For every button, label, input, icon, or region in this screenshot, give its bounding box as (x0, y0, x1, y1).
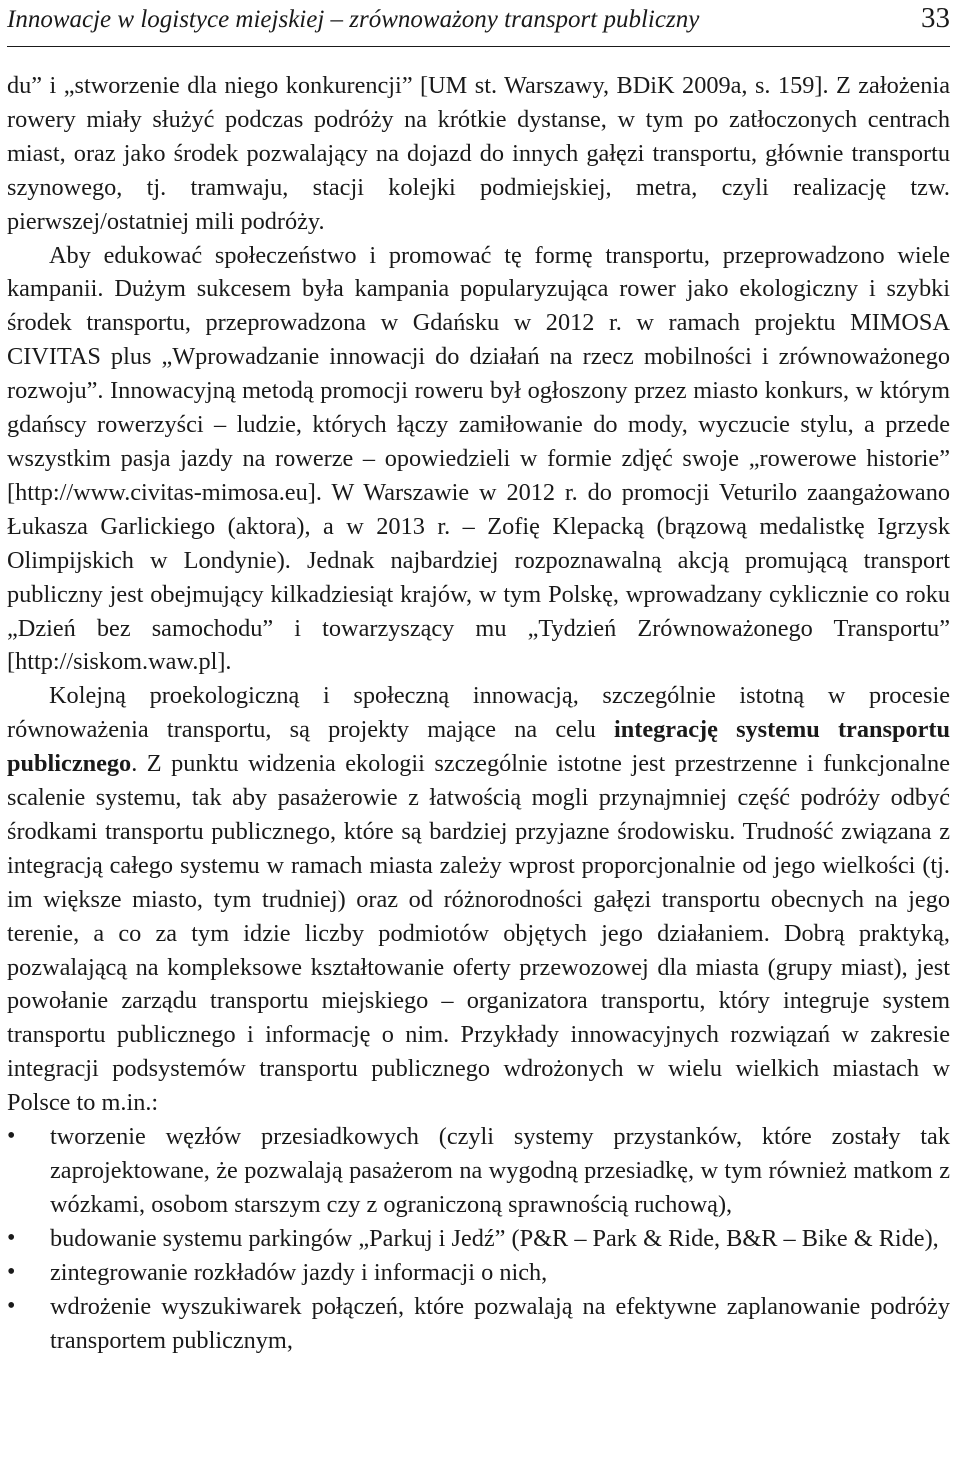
running-header (7, 0, 950, 47)
paragraph-integration-text-a: Kolejną proekologiczną i społeczną innowacją, szczególnie istotną w procesie równoważenia transportu, są projekty mające na celu (7, 682, 950, 744)
body-text (7, 69, 950, 1357)
emphasis-integration: integrację systemu transportu publicznego (7, 716, 950, 778)
paragraph-integration (7, 679, 950, 1120)
bullet-item-transfer-hubs: • tworzenie węzłów przesiadkowych (czyli systemy przystanków, które zostały tak zaprojektowane, że pozwalają pasażerom na wygodną przesiadkę, w tym również matkom z wózkami, osobom starszym czy z ograniczoną sprawnością ruchową), (7, 1120, 950, 1222)
page-number: 33 (921, 2, 950, 34)
paragraph-integration-text-b: . Z punktu widzenia ekologii szczególnie istotne jest przestrzenne i funkcjonalne scalenie systemu, tak aby pasażerowie z łatwością mogli przynajmniej część podróży odbyć środkami transportu publicznego, które są bardziej przyjazne środowisku. Trudność związana z integracją całego systemu w ramach miasta zależy wprost proporcjonalnie od jego wielkości (tj. im większe miasto, tym trudniej) oraz od różnorodności gałęzi transportu obecnych na jego terenie, a co za tym idzie liczby podmiotów objętych jego działaniem. Dobrą praktyką, pozwalającą na kompleksowe kształtowanie oferty przewozowej dla miasta (grupy miast), jest powołanie zarządu transportu miejskiego – organizatora transportu, który integruje system transportu publicznego i informację o nim. Przykłady innowacyjnych rozwiązań w zakresie integracji podsystemów transportu publicznego wdrożonych w wielu wielkich miastach w Polsce to m.in.: (7, 750, 950, 1117)
bullet-item-route-planners: • wdrożenie wyszukiwarek połączeń, które pozwalają na efektywne zaplanowanie podróży transportem publicznym, (7, 1290, 950, 1358)
running-title: Innowacje w logistyce miejskiej – zrównoważony transport publiczny (7, 6, 700, 33)
bullet-item-park-and-ride: • budowanie systemu parkingów „Parkuj i Jedź” (P&R – Park & Ride, B&R – Bike & Ride), (7, 1222, 950, 1256)
bullet-list (7, 1120, 950, 1357)
bullet-item-timetables: • zintegrowanie rozkładów jazdy i informacji o nich, (7, 1256, 950, 1290)
paragraph-campaigns: Aby edukować społeczeństwo i promować tę formę transportu, przeprowadzono wiele kampanii. Dużym sukcesem była kampania popularyzująca rower jako ekologiczny i szybki środek transportu, przeprowadzona w Gdańsku w 2012 r. w ramach projektu MIMOSA CIVITAS plus „Wprowadzanie innowacji do działań na rzecz mobilności i zrównoważonego rozwoju”. Innowacyjną metodą promocji roweru był ogłoszony przez miasto konkurs, w którym gdańscy rowerzyści – ludzie, których łączy zamiłowanie do mody, wyczucie stylu, a przede wszystkim pasja jazdy na rowerze – opowiedzieli w formie zdjęć swoje „rowerowe historie” [http://www.civitas-mimosa.eu]. W Warszawie w 2012 r. do promocji Veturilo zaangażowano Łukasza Garlickiego (aktora), a w 2013 r. – Zofię Klepacką (brązową medalistkę Igrzysk Olimpijskich w Londynie). Jednak najbardziej rozpoznawalną akcją promującą transport publiczny jest obejmujący kilkadziesiąt krajów, w tym Polskę, wprowadzany cyklicznie co roku „Dzień bez samochodu” i towarzyszący mu „Tydzień Zrównoważonego Transportu” [http://siskom.waw.pl]. (7, 241, 950, 676)
paragraph-continued: du” i „stworzenie dla niego konkurencji” [UM st. Warszawy, BDiK 2009a, s. 159]. Z założenia rowery miały służyć podczas podróży na krótkie dystanse, w tym po zatłoczonych centrach miast, oraz jako środek pozwalający na dojazd do innych gałęzi transportu, głównie transportu szynowego, tj. tramwaju, stacji kolejki podmiejskiej, metra, czyli realizację tzw. pierwszej/ostatniej mili podróży. (7, 72, 950, 235)
